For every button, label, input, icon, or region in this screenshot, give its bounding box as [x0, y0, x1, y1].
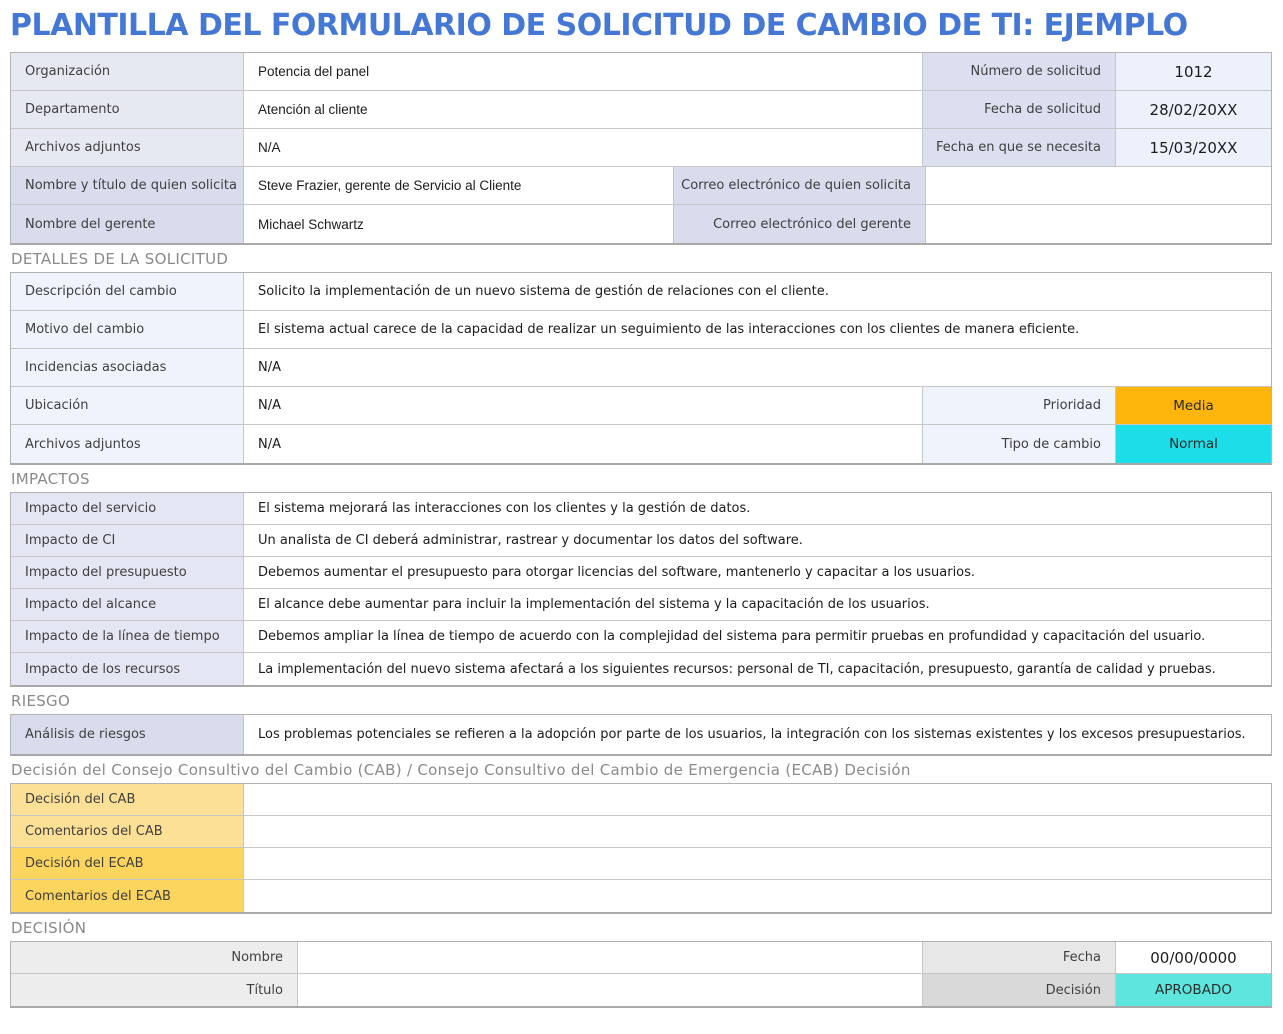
field-label-approver-title: Título — [11, 974, 298, 1006]
field-label-decision: Decisión — [923, 974, 1116, 1006]
field-label-change-description: Descripción del cambio — [11, 273, 244, 310]
field-value-risk-analysis[interactable]: Los problemas potenciales se refieren a la adopción por parte de los usuarios, la integración con los sistemas existentes y los excesos presupuestarios. — [258, 727, 1246, 742]
table-row — [11, 493, 1271, 525]
decision-badge[interactable]: APROBADO — [1116, 974, 1271, 1006]
field-label-resources-impact: Impacto de los recursos — [11, 653, 244, 685]
table-row — [11, 557, 1271, 589]
field-value-requester-name[interactable]: Steve Frazier, gerente de Servicio al Cliente — [244, 167, 674, 204]
field-label-associated-incidents: Incidencias asociadas — [11, 349, 244, 386]
table-row — [11, 942, 1271, 974]
field-value-ecab-comments[interactable] — [244, 880, 1271, 912]
field-label-approver-name: Nombre — [11, 942, 298, 973]
table-row — [11, 129, 1271, 167]
field-value-budget-impact[interactable]: Debemos aumentar el presupuesto para otorgar licencias del software, mantenerlo y capacitar a los usuarios. — [258, 565, 976, 580]
table-row — [11, 880, 1271, 912]
section-heading-decision: DECISIÓN — [11, 919, 87, 937]
field-label-scope-impact: Impacto del alcance — [11, 589, 244, 620]
table-row — [11, 53, 1271, 91]
field-label-needed-date: Fecha en que se necesita — [923, 129, 1116, 166]
field-label-decision-date: Fecha — [923, 942, 1116, 973]
field-label-cab-comments: Comentarios del CAB — [11, 816, 244, 847]
field-label-organization: Organización — [11, 53, 244, 90]
table-row — [11, 621, 1271, 653]
field-value-decision-date[interactable]: 00/00/0000 — [1150, 948, 1237, 967]
field-value-approver-name[interactable] — [298, 942, 923, 973]
table-row — [11, 974, 1271, 1006]
field-label-service-impact: Impacto del servicio — [11, 493, 244, 524]
decision-table — [10, 941, 1272, 1008]
field-label-request-number: Número de solicitud — [923, 53, 1116, 90]
field-value-timeline-impact[interactable]: Debemos ampliar la línea de tiempo de acuerdo con la complejidad del sistema para permitir pruebas en profundidad y capacitación del usuario. — [258, 629, 1206, 644]
impacts-table — [10, 492, 1272, 687]
table-row — [11, 525, 1271, 557]
field-label-ci-impact: Impacto de CI — [11, 525, 244, 556]
field-value-manager-email[interactable] — [926, 205, 1271, 243]
field-label-location: Ubicación — [11, 387, 244, 424]
priority-badge[interactable]: Media — [1116, 387, 1271, 424]
field-value-change-description[interactable]: Solicito la implementación de un nuevo sistema de gestión de relaciones con el cliente. — [258, 284, 829, 299]
field-label-attachments: Archivos adjuntos — [11, 129, 244, 166]
field-label-manager-email: Correo electrónico del gerente — [674, 205, 926, 243]
table-row — [11, 91, 1271, 129]
change-type-badge[interactable]: Normal — [1116, 425, 1271, 463]
section-heading-impacts: IMPACTOS — [11, 470, 90, 488]
table-row — [11, 205, 1271, 243]
details-table — [10, 272, 1272, 465]
field-label-ecab-comments: Comentarios del ECAB — [11, 880, 244, 912]
field-value-scope-impact[interactable]: El alcance debe aumentar para incluir la implementación del sistema y la capacitación de los usuarios. — [258, 597, 930, 612]
field-label-ecab-decision: Decisión del ECAB — [11, 848, 244, 879]
field-value-approver-title[interactable] — [298, 974, 923, 1006]
field-label-change-type: Tipo de cambio — [923, 425, 1116, 463]
field-value-department[interactable]: Atención al cliente — [244, 91, 923, 128]
request-info-table — [10, 52, 1272, 245]
table-row — [11, 311, 1271, 349]
field-label-attachments-2: Archivos adjuntos — [11, 425, 244, 463]
cab-table — [10, 783, 1272, 914]
field-label-priority: Prioridad — [923, 387, 1116, 424]
section-heading-details: DETALLES DE LA SOLICITUD — [11, 250, 229, 268]
field-value-request-number[interactable]: 1012 — [1116, 53, 1271, 90]
table-row — [11, 715, 1271, 754]
table-row — [11, 349, 1271, 387]
field-label-request-date: Fecha de solicitud — [923, 91, 1116, 128]
field-label-change-reason: Motivo del cambio — [11, 311, 244, 348]
field-value-associated-incidents[interactable]: N/A — [258, 360, 281, 375]
field-label-manager-name: Nombre del gerente — [11, 205, 244, 243]
table-row — [11, 589, 1271, 621]
field-value-organization[interactable]: Potencia del panel — [244, 53, 923, 90]
table-row — [11, 167, 1271, 205]
field-value-needed-date[interactable]: 15/03/20XX — [1116, 129, 1271, 166]
field-value-service-impact[interactable]: El sistema mejorará las interacciones con los clientes y la gestión de datos. — [258, 501, 751, 516]
risk-table — [10, 714, 1272, 756]
field-label-requester-email: Correo electrónico de quien solicita — [674, 167, 926, 204]
field-label-risk-analysis: Análisis de riesgos — [11, 715, 244, 754]
table-row — [11, 848, 1271, 880]
field-label-timeline-impact: Impacto de la línea de tiempo — [11, 621, 244, 652]
table-row — [11, 653, 1271, 685]
section-heading-cab: Decisión del Consejo Consultivo del Cambio (CAB) / Consejo Consultivo del Cambio de Emergencia (ECAB) Decisión — [11, 761, 911, 779]
section-heading-risk: RIESGO — [11, 692, 71, 710]
page-title: PLANTILLA DEL FORMULARIO DE SOLICITUD DE CAMBIO DE TI: EJEMPLO — [10, 8, 1188, 43]
field-value-change-reason[interactable]: El sistema actual carece de la capacidad de realizar un seguimiento de las interacciones con los clientes de manera eficiente. — [258, 322, 1080, 337]
field-label-department: Departamento — [11, 91, 244, 128]
field-value-cab-comments[interactable] — [244, 816, 1271, 847]
field-value-request-date[interactable]: 28/02/20XX — [1116, 91, 1271, 128]
table-row — [11, 425, 1271, 463]
field-label-budget-impact: Impacto del presupuesto — [11, 557, 244, 588]
field-value-ecab-decision[interactable] — [244, 848, 1271, 879]
field-label-requester-name: Nombre y título de quien solicita — [11, 167, 244, 204]
field-value-attachments[interactable]: N/A — [244, 129, 923, 166]
field-value-cab-decision[interactable] — [244, 784, 1271, 815]
field-value-ci-impact[interactable]: Un analista de CI deberá administrar, rastrear y documentar los datos del software. — [258, 533, 803, 548]
table-row — [11, 816, 1271, 848]
field-value-resources-impact[interactable]: La implementación del nuevo sistema afectará a los siguientes recursos: personal de TI, capacitación, presupuesto, garantía de calidad y pruebas. — [258, 661, 1216, 677]
table-row — [11, 387, 1271, 425]
field-value-manager-name[interactable]: Michael Schwartz — [244, 205, 674, 243]
field-label-cab-decision: Decisión del CAB — [11, 784, 244, 815]
table-row — [11, 273, 1271, 311]
field-value-attachments-2[interactable]: N/A — [244, 425, 923, 463]
field-value-requester-email[interactable] — [926, 167, 1271, 204]
field-value-location[interactable]: N/A — [244, 387, 923, 424]
table-row — [11, 784, 1271, 816]
